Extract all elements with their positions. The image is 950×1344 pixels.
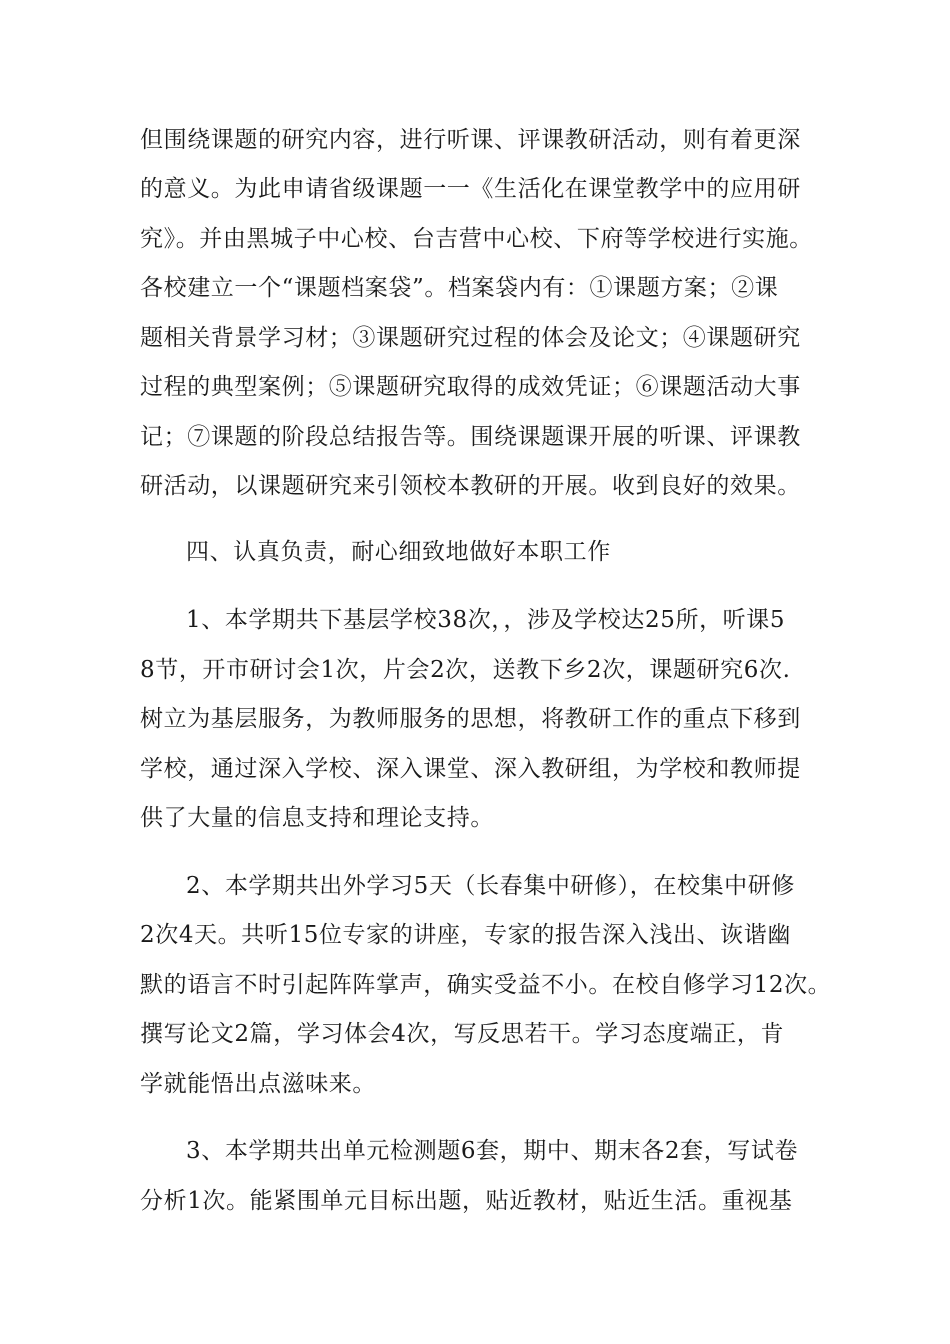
- paragraph-line: 学校，通过深入学校、深入课堂、深入教研组，为学校和教师提: [140, 756, 801, 782]
- paragraph-line: 过程的典型案例；⑤课题研究取得的成效凭证；⑥课题活动大事: [140, 374, 801, 400]
- paragraph-line: 研活动，以课题研究来引领校本教研的开展。收到良好的效果。: [140, 473, 801, 499]
- paragraph-line: 3、本学期共出单元检测题6套，期中、期末各2套，写试卷: [186, 1138, 799, 1164]
- paragraph-line: 2次4天。共听15位专家的讲座，专家的报告深入浅出、诙谐幽: [140, 922, 791, 948]
- paragraph-line: 分析1次。能紧围单元目标出题，贴近教材，贴近生活。重视基: [140, 1188, 793, 1214]
- paragraph-line: 默的语言不时引起阵阵掌声，确实受益不小。在校自修学习12次。: [140, 972, 832, 998]
- paragraph-line: 究》。并由黑城子中心校、台吉营中心校、下府等学校进行实施。: [140, 226, 813, 252]
- paragraph-line: 撰写论文2篇，学习体会4次，写反思若干。学习态度端正，肯: [140, 1021, 785, 1047]
- paragraph-line: 8节，开市研讨会1次，片会2次，送教下乡2次，课题研究6次.: [140, 657, 791, 683]
- paragraph-line: 1、本学期共下基层学校38次，，涉及学校达25所，听课5: [186, 607, 786, 633]
- paragraph-line: 各校建立一个“课题档案袋”。档案袋内有：①课题方案；②课: [140, 275, 779, 301]
- section-heading: 四、认真负责，耐心细致地做好本职工作: [186, 539, 611, 565]
- paragraph-line: 的意义。为此申请省级课题一一《生活化在课堂教学中的应用研: [140, 176, 801, 202]
- paragraph-line: 2、本学期共出外学习5天（长春集中研修），在校集中研修: [186, 873, 795, 899]
- paragraph-line: 但围绕课题的研究内容，进行听课、评课教研活动，则有着更深: [140, 127, 801, 153]
- paragraph-line: 题相关背景学习材；③课题研究过程的体会及论文；④课题研究: [140, 325, 801, 351]
- paragraph-line: 供了大量的信息支持和理论支持。: [140, 805, 494, 831]
- paragraph-line: 树立为基层服务，为教师服务的思想，将教研工作的重点下移到: [140, 706, 801, 732]
- paragraph-line: 学就能悟出点滋味来。: [140, 1071, 376, 1097]
- paragraph-line: 记；⑦课题的阶段总结报告等。围绕课题课开展的听课、评课教: [140, 424, 801, 450]
